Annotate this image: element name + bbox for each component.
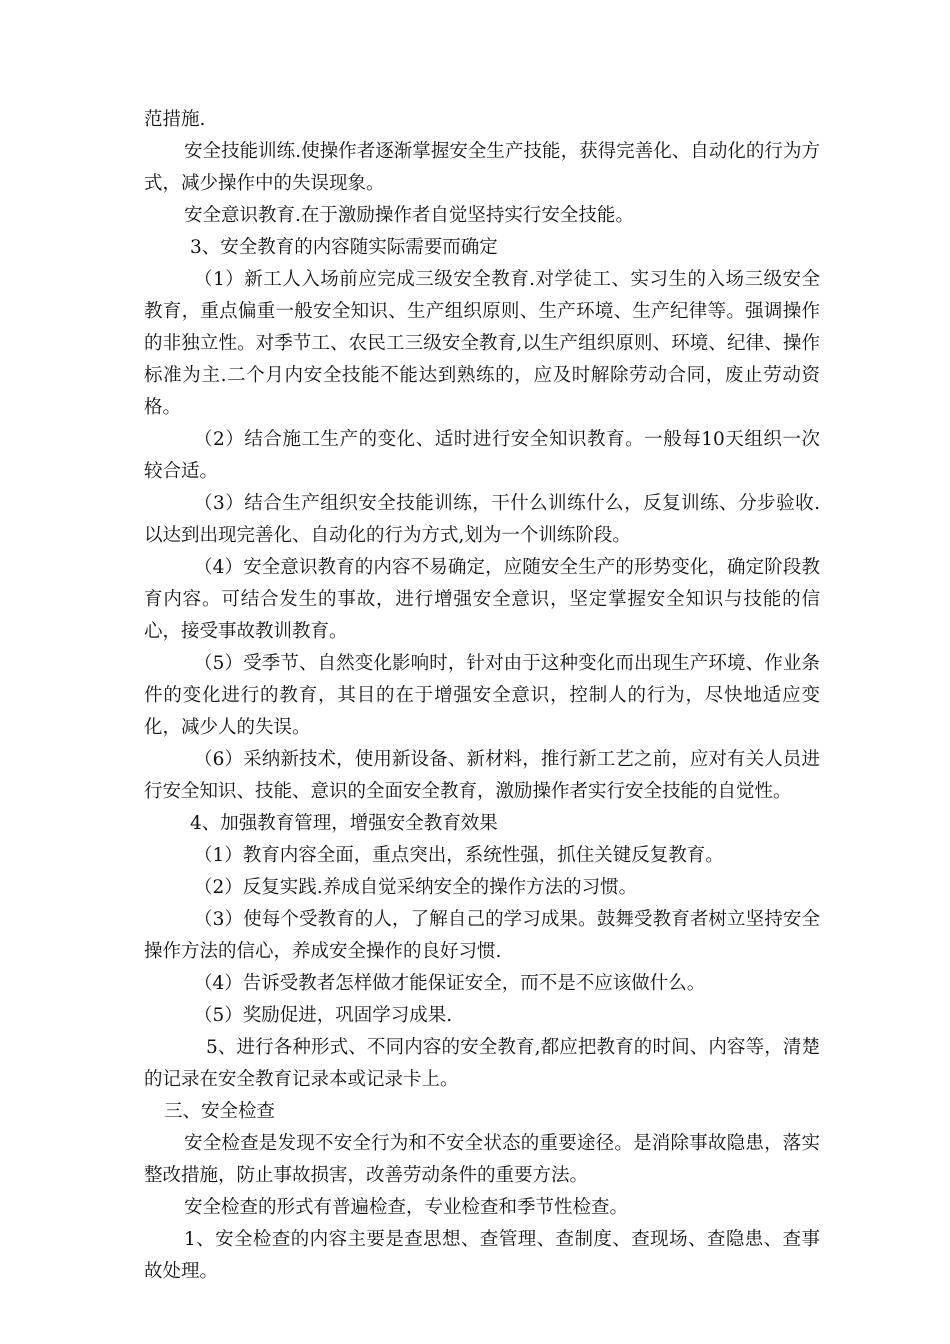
heading-section-3: 3、安全教育的内容随实际需要而确定	[190, 237, 498, 258]
paragraph-skill-training: 安全技能训练.使操作者逐渐掌握安全生产技能，获得完善化、自动化的行为方式，减少操作中的失误现象。	[144, 141, 820, 194]
list-item-4-3: （3）使每个受教育的人，了解自己的学习成果。鼓舞受教育者树立坚持安全操作方法的信心，养成安全操作的良好习惯.	[144, 909, 820, 962]
list-item-3-4: （4）安全意识教育的内容不易确定，应随安全生产的形势变化，确定阶段教育内容。可结合发生的事故，进行增强安全意识，坚定掌握安全知识与技能的信心，接受事故教训教育。	[144, 557, 820, 642]
paragraph-safety-measures-tail: 范措施.	[144, 109, 206, 130]
list-item-4-2: （2）反复实践.养成自觉采纳安全的操作方法的习惯。	[194, 877, 638, 898]
document-body	[144, 104, 820, 1288]
list-item-4-4: （4）告诉受教者怎样做才能保证安全，而不是不应该做什么。	[194, 973, 706, 994]
list-item-4-1: （1）教育内容全面，重点突出，系统性强，抓住关键反复教育。	[194, 845, 724, 866]
list-item-3-3: （3）结合生产组织安全技能训练，干什么训练什么，反复训练、分步验收.以达到出现完善化、自动化的行为方式,划为一个训练阶段。	[144, 493, 820, 546]
list-item-3-6: （6）采纳新技术，使用新设备、新材料，推行新工艺之前，应对有关人员进行安全知识、技能、意识的全面安全教育，激励操作者实行安全技能的自觉性。	[144, 749, 820, 802]
paragraph-inspection-content: 1、安全检查的内容主要是查思想、查管理、查制度、查现场、查隐患、查事故处理。	[144, 1229, 820, 1282]
list-item-4-5: （5）奖励促进，巩固学习成果.	[194, 1005, 453, 1026]
list-item-3-5: （5）受季节、自然变化影响时，针对由于这种变化而出现生产环境、作业条件的变化进行的教育，其目的在于增强安全意识，控制人的行为，尽快地适应变化，减少人的失误。	[144, 653, 820, 738]
heading-section-4: 4、加强教育管理，增强安全教育效果	[190, 813, 498, 834]
heading-chapter-3: 三、安全检查	[164, 1101, 276, 1122]
paragraph-awareness-education: 安全意识教育.在于激励操作者自觉坚持实行安全技能。	[184, 205, 634, 226]
list-item-3-2: （2）结合施工生产的变化、适时进行安全知识教育。一般每10天组织一次较合适。	[144, 429, 820, 482]
paragraph-inspection-forms: 安全检查的形式有普遍检查，专业检查和季节性检查。	[184, 1197, 629, 1218]
paragraph-inspection-intro: 安全检查是发现不安全行为和不安全状态的重要途径。是消除事故隐患，落实整改措施，防止事故损害，改善劳动条件的重要方法。	[144, 1133, 820, 1186]
heading-section-5: 5、进行各种形式、不同内容的安全教育,都应把教育的时间、内容等，清楚的记录在安全教育记录本或记录卡上。	[144, 1037, 820, 1090]
list-item-3-1: （1）新工人入场前应完成三级安全教育.对学徒工、实习生的入场三级安全教育，重点偏重一般安全知识、生产组织原则、生产环境、生产纪律等。强调操作的非独立性。对季节工、农民工三级安全教育,以生产组织原则、环境、纪律、操作标准为主.二个月内安全技能不能达到熟练的，应及时解除劳动合同，废止劳动资格。	[144, 269, 820, 418]
